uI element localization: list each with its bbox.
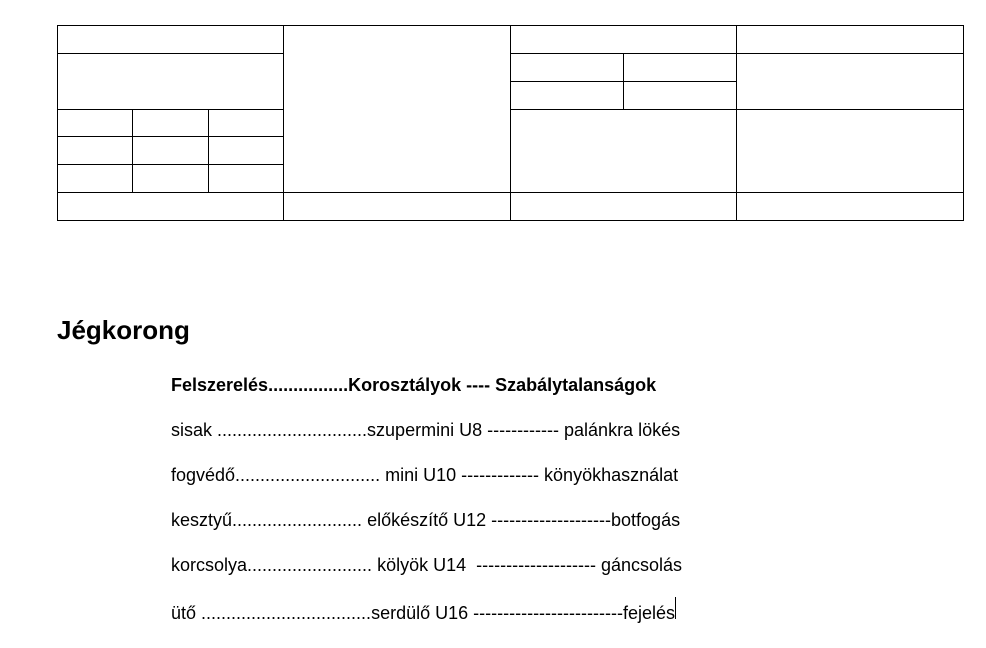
- header-equipment: Felszerelés................: [171, 375, 349, 395]
- age-group-text: szupermini U8: [367, 420, 483, 440]
- table-row-line: [57, 53, 284, 54]
- table-cell-line: [208, 109, 209, 193]
- foul-text: -------------------- gáncsolás: [466, 555, 683, 575]
- empty-table[interactable]: [57, 25, 964, 221]
- header-fouls: ---- Szabálytalanságok: [461, 375, 657, 395]
- equipment-text: sisak ..............................: [171, 420, 368, 440]
- list-item: [171, 507, 738, 533]
- text-cursor[interactable]: [675, 597, 676, 619]
- table-cell-line: [623, 53, 624, 110]
- document-heading: Jégkorong: [57, 315, 190, 345]
- table-row-line: [57, 136, 284, 137]
- age-group-text: előkészítő U12: [367, 510, 487, 530]
- foul-text: ------------- könyökhasználat: [456, 465, 679, 485]
- table-row-line: [57, 164, 284, 165]
- foul-text: -------------------------fejelés: [468, 603, 676, 623]
- list-item: [171, 417, 738, 443]
- foul-text: ------------ palánkra lökés: [482, 420, 681, 440]
- list-item: [171, 462, 738, 488]
- list-item: [171, 552, 738, 578]
- equipment-text: ütő ..................................: [171, 603, 372, 623]
- table-cell-line: [132, 109, 133, 193]
- table-row-line: [57, 192, 964, 193]
- header-age-groups: Korosztályok: [348, 375, 462, 395]
- table-row-line: [57, 109, 284, 110]
- equipment-text: fogvédő.............................: [171, 465, 386, 485]
- age-group-text: mini U10: [385, 465, 457, 485]
- age-group-text: serdülő U16: [371, 603, 469, 623]
- age-group-text: kölyök U14: [377, 555, 467, 575]
- foul-text: --------------------botfogás: [486, 510, 681, 530]
- equipment-text: korcsolya.........................: [171, 555, 378, 575]
- table-row-line: [510, 109, 964, 110]
- table-header-row: [171, 372, 738, 398]
- table-row-line: [510, 53, 964, 54]
- list-item: [171, 597, 738, 623]
- equipment-text: kesztyű..........................: [171, 510, 368, 530]
